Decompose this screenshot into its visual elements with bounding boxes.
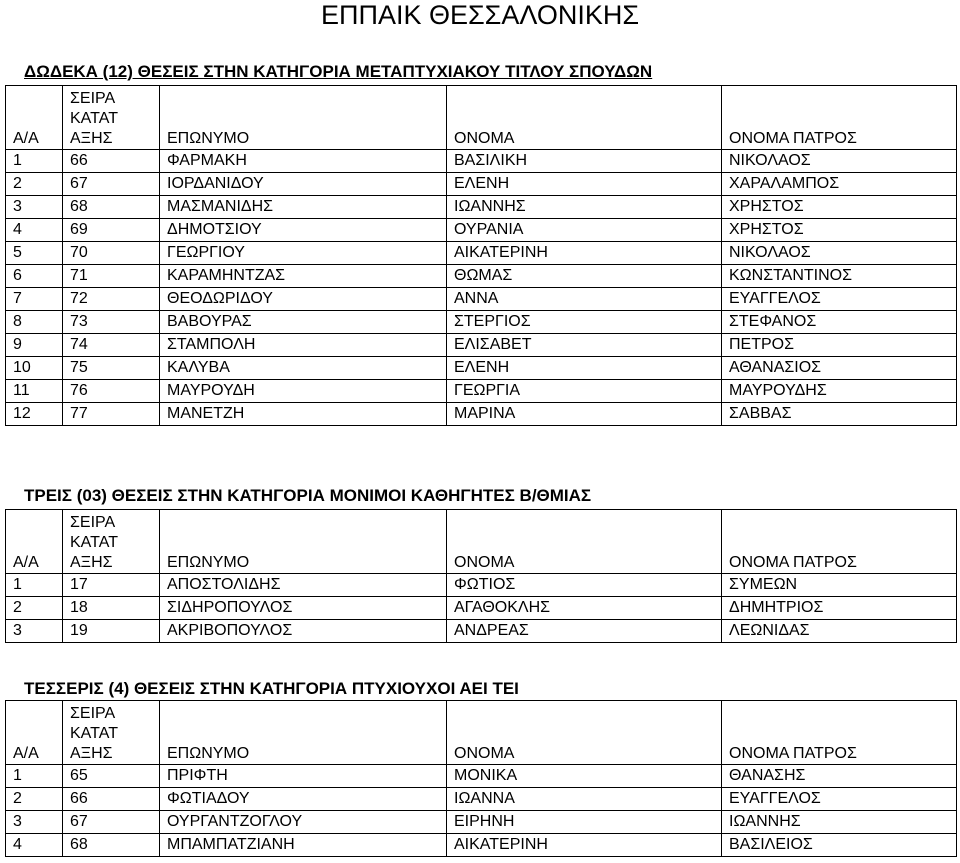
document-title: ΕΠΠΑΙΚ ΘΕΣΣΑΛΟΝΙΚΗΣ <box>320 0 640 30</box>
cell-aa: 2 <box>6 173 63 196</box>
table-row <box>6 265 957 288</box>
cell-seira: 74 <box>63 334 160 357</box>
header-seira <box>63 86 160 150</box>
cell-eponymo: ΜΑΣΜΑΝΙΔΗΣ <box>160 196 447 219</box>
header-seira-line: ΣΕΙΡΑ <box>70 90 116 107</box>
table-row <box>6 574 957 597</box>
cell-seira: 75 <box>63 357 160 380</box>
cell-aa: 8 <box>6 311 63 334</box>
section-title-masters: ΔΩΔΕΚΑ (12) ΘΕΣΕΙΣ ΣΤΗΝ ΚΑΤΗΓΟΡΙΑ ΜΕΤΑΠΤΥΧΙΑΚΟΥ ΤΙΤΛΟΥ ΣΠΟΥΔΩΝ <box>24 62 653 81</box>
cell-aa: 4 <box>6 219 63 242</box>
header-seira-line: ΚΑΤΑΤ <box>70 725 118 742</box>
cell-onoma-patros: ΝΙΚΟΛΑΟΣ <box>722 242 957 265</box>
cell-aa: 1 <box>6 150 63 173</box>
cell-onoma: ΘΩΜΑΣ <box>447 265 722 288</box>
table-row <box>6 788 957 811</box>
header-eponymo: ΕΠΩΝΥΜΟ <box>160 701 447 765</box>
cell-onoma: ΑΝΔΡΕΑΣ <box>447 620 722 643</box>
cell-seira: 68 <box>63 196 160 219</box>
cell-aa: 4 <box>6 834 63 857</box>
table-row <box>6 242 957 265</box>
cell-aa: 6 <box>6 265 63 288</box>
cell-aa: 2 <box>6 788 63 811</box>
table-row <box>6 334 957 357</box>
cell-onoma-patros: ΣΑΒΒΑΣ <box>722 403 957 426</box>
header-seira-line: ΚΑΤΑΤ <box>70 534 118 551</box>
table-row <box>6 765 957 788</box>
cell-aa: 5 <box>6 242 63 265</box>
cell-eponymo: ΦΩΤΙΑΔΟΥ <box>160 788 447 811</box>
header-seira-line: ΣΕΙΡΑ <box>70 705 116 722</box>
header-seira-line: ΑΞΗΣ <box>70 130 113 147</box>
cell-onoma: ΜΑΡΙΝΑ <box>447 403 722 426</box>
cell-seira: 72 <box>63 288 160 311</box>
table-row <box>6 597 957 620</box>
cell-onoma: ΑΙΚΑΤΕΡΙΝΗ <box>447 834 722 857</box>
cell-onoma: ΒΑΣΙΛΙΚΗ <box>447 150 722 173</box>
cell-eponymo: ΒΑΒΟΥΡΑΣ <box>160 311 447 334</box>
cell-onoma-patros: ΒΑΣΙΛΕΙΟΣ <box>722 834 957 857</box>
cell-onoma: ΕΙΡΗΝΗ <box>447 811 722 834</box>
cell-onoma-patros: ΧΑΡΑΛΑΜΠΟΣ <box>722 173 957 196</box>
header-eponymo: ΕΠΩΝΥΜΟ <box>160 510 447 574</box>
table-row <box>6 620 957 643</box>
cell-onoma-patros: ΣΥΜΕΩΝ <box>722 574 957 597</box>
cell-onoma: ΙΩΑΝΝΗΣ <box>447 196 722 219</box>
table-row <box>6 150 957 173</box>
cell-onoma-patros: ΙΩΑΝΝΗΣ <box>722 811 957 834</box>
cell-seira: 17 <box>63 574 160 597</box>
header-onoma: ΟΝΟΜΑ <box>447 510 722 574</box>
cell-onoma-patros: ΚΩΝΣΤΑΝΤΙΝΟΣ <box>722 265 957 288</box>
header-aa: Α/Α <box>6 86 63 150</box>
cell-onoma: ΑΙΚΑΤΕΡΙΝΗ <box>447 242 722 265</box>
cell-seira: 73 <box>63 311 160 334</box>
cell-eponymo: ΜΑΥΡΟΥΔΗ <box>160 380 447 403</box>
header-row <box>6 86 957 150</box>
section-title-graduates: ΤΕΣΣΕΡΙΣ (4) ΘΕΣΕΙΣ ΣΤΗΝ ΚΑΤΗΓΟΡΙΑ ΠΤΥΧΙΟΥΧΟΙ ΑΕΙ ΤΕΙ <box>24 679 519 698</box>
cell-eponymo: ΣΤΑΜΠΟΛΗ <box>160 334 447 357</box>
cell-onoma: ΕΛΕΝΗ <box>447 357 722 380</box>
table-permanent-teachers <box>5 509 957 643</box>
cell-seira: 19 <box>63 620 160 643</box>
cell-aa: 2 <box>6 597 63 620</box>
cell-seira: 65 <box>63 765 160 788</box>
cell-onoma-patros: ΔΗΜΗΤΡΙΟΣ <box>722 597 957 620</box>
cell-onoma-patros: ΣΤΕΦΑΝΟΣ <box>722 311 957 334</box>
table-row <box>6 811 957 834</box>
header-onoma-patros: ΟΝΟΜΑ ΠΑΤΡΟΣ <box>722 510 957 574</box>
table-row <box>6 288 957 311</box>
cell-seira: 71 <box>63 265 160 288</box>
cell-seira: 67 <box>63 173 160 196</box>
cell-onoma-patros: ΜΑΥΡΟΥΔΗΣ <box>722 380 957 403</box>
cell-seira: 66 <box>63 788 160 811</box>
header-row <box>6 701 957 765</box>
cell-eponymo: ΔΗΜΟΤΣΙΟΥ <box>160 219 447 242</box>
cell-onoma: ΕΛΕΝΗ <box>447 173 722 196</box>
cell-aa: 1 <box>6 765 63 788</box>
header-seira-line: ΣΕΙΡΑ <box>70 514 116 531</box>
cell-eponymo: ΠΡΙΦΤΗ <box>160 765 447 788</box>
table-row <box>6 357 957 380</box>
cell-aa: 3 <box>6 811 63 834</box>
cell-aa: 11 <box>6 380 63 403</box>
header-onoma-patros: ΟΝΟΜΑ ΠΑΤΡΟΣ <box>722 86 957 150</box>
cell-aa: 3 <box>6 196 63 219</box>
header-onoma: ΟΝΟΜΑ <box>447 86 722 150</box>
cell-eponymo: ΦΑΡΜΑΚΗ <box>160 150 447 173</box>
cell-onoma-patros: ΕΥΑΓΓΕΛΟΣ <box>722 788 957 811</box>
table-row <box>6 403 957 426</box>
header-onoma: ΟΝΟΜΑ <box>447 701 722 765</box>
cell-eponymo: ΟΥΡΓΑΝΤΖΟΓΛΟΥ <box>160 811 447 834</box>
table-graduates <box>5 700 957 857</box>
cell-seira: 68 <box>63 834 160 857</box>
cell-seira: 66 <box>63 150 160 173</box>
header-aa: Α/Α <box>6 701 63 765</box>
cell-eponymo: ΣΙΔΗΡΟΠΟΥΛΟΣ <box>160 597 447 620</box>
cell-onoma: ΟΥΡΑΝΙΑ <box>447 219 722 242</box>
cell-eponymo: ΘΕΟΔΩΡΙΔΟΥ <box>160 288 447 311</box>
cell-eponymo: ΓΕΩΡΓΙΟΥ <box>160 242 447 265</box>
cell-onoma: ΑΝΝΑ <box>447 288 722 311</box>
cell-onoma: ΜΟΝΙΚΑ <box>447 765 722 788</box>
table-row <box>6 196 957 219</box>
table-masters <box>5 85 957 426</box>
header-onoma-patros: ΟΝΟΜΑ ΠΑΤΡΟΣ <box>722 701 957 765</box>
cell-onoma-patros: ΕΥΑΓΓΕΛΟΣ <box>722 288 957 311</box>
cell-seira: 18 <box>63 597 160 620</box>
cell-eponymo: ΜΠΑΜΠΑΤΖΙΑΝΗ <box>160 834 447 857</box>
header-seira-line: ΑΞΗΣ <box>70 554 113 571</box>
cell-seira: 77 <box>63 403 160 426</box>
cell-seira: 67 <box>63 811 160 834</box>
section-title-permanent-teachers: ΤΡΕΙΣ (03) ΘΕΣΕΙΣ ΣΤΗΝ ΚΑΤΗΓΟΡΙΑ ΜΟΝΙΜΟΙ ΚΑΘΗΓΗΤΕΣ Β/ΘΜΙΑΣ <box>24 486 592 505</box>
header-row <box>6 510 957 574</box>
table-row <box>6 380 957 403</box>
header-aa: Α/Α <box>6 510 63 574</box>
cell-onoma-patros: ΑΘΑΝΑΣΙΟΣ <box>722 357 957 380</box>
cell-onoma-patros: ΘΑΝΑΣΗΣ <box>722 765 957 788</box>
cell-onoma-patros: ΛΕΩΝΙΔΑΣ <box>722 620 957 643</box>
table-row <box>6 311 957 334</box>
cell-onoma-patros: ΠΕΤΡΟΣ <box>722 334 957 357</box>
header-seira-line: ΚΑΤΑΤ <box>70 110 118 127</box>
cell-seira: 76 <box>63 380 160 403</box>
header-eponymo: ΕΠΩΝΥΜΟ <box>160 86 447 150</box>
cell-onoma: ΑΓΑΘΟΚΛΗΣ <box>447 597 722 620</box>
header-seira <box>63 510 160 574</box>
cell-aa: 1 <box>6 574 63 597</box>
cell-onoma: ΙΩΑΝΝΑ <box>447 788 722 811</box>
cell-onoma-patros: ΧΡΗΣΤΟΣ <box>722 196 957 219</box>
cell-eponymo: ΑΚΡΙΒΟΠΟΥΛΟΣ <box>160 620 447 643</box>
cell-aa: 12 <box>6 403 63 426</box>
header-seira-line: ΑΞΗΣ <box>70 745 113 762</box>
cell-onoma: ΣΤΕΡΓΙΟΣ <box>447 311 722 334</box>
cell-eponymo: ΑΠΟΣΤΟΛΙΔΗΣ <box>160 574 447 597</box>
cell-onoma: ΕΛΙΣΑΒΕΤ <box>447 334 722 357</box>
cell-aa: 3 <box>6 620 63 643</box>
header-seira <box>63 701 160 765</box>
cell-eponymo: ΚΑΛΥΒΑ <box>160 357 447 380</box>
cell-onoma: ΦΩΤΙΟΣ <box>447 574 722 597</box>
cell-onoma-patros: ΝΙΚΟΛΑΟΣ <box>722 150 957 173</box>
cell-onoma: ΓΕΩΡΓΙΑ <box>447 380 722 403</box>
cell-seira: 70 <box>63 242 160 265</box>
cell-seira: 69 <box>63 219 160 242</box>
cell-aa: 10 <box>6 357 63 380</box>
cell-eponymo: ΜΑΝΕΤΖΗ <box>160 403 447 426</box>
cell-onoma-patros: ΧΡΗΣΤΟΣ <box>722 219 957 242</box>
table-row <box>6 173 957 196</box>
cell-eponymo: ΙΟΡΔΑΝΙΔΟΥ <box>160 173 447 196</box>
cell-aa: 9 <box>6 334 63 357</box>
cell-aa: 7 <box>6 288 63 311</box>
table-row <box>6 834 957 857</box>
cell-eponymo: ΚΑΡΑΜΗΝΤΖΑΣ <box>160 265 447 288</box>
table-row <box>6 219 957 242</box>
